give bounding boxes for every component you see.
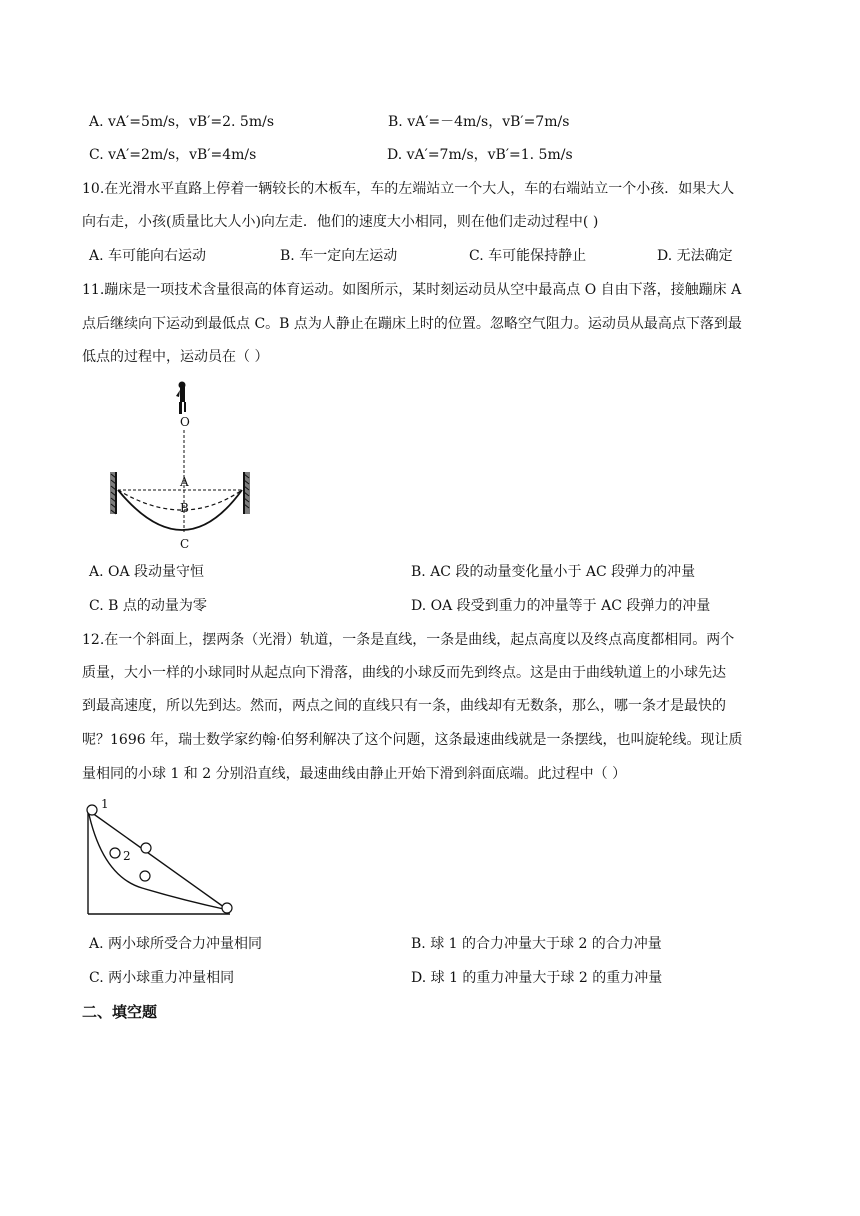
left-wall (110, 472, 116, 514)
q12-option-d: D. 球 1 的重力冲量大于球 2 的重力冲量 (411, 970, 663, 986)
q10-option-b: B. 车一定向左运动 (280, 248, 398, 264)
q9-option-c: C. vA′=2m/s，vB′=4m/s (89, 147, 257, 163)
q12-option-a: A. 两小球所受合力冲量相同 (89, 936, 263, 952)
ball-1-start (87, 805, 97, 815)
q9-option-d: D. vA′=7m/s，vB′=1. 5m/s (387, 147, 573, 163)
ball-on-straight (141, 843, 151, 853)
q11-trampoline-figure (100, 380, 260, 555)
right-wall (244, 472, 250, 514)
label-ball-2: 2 (123, 849, 131, 863)
section-heading-fill-in: 二、填空题 (82, 1003, 158, 1021)
athlete-icon (176, 382, 186, 415)
q9-option-a: A. vA′=5m/s，vB′=2. 5m/s (89, 114, 275, 130)
q12-stem-line2: 质量，大小一样的小球同时从起点向下滑落，曲线的小球反而先到终点。这是由于曲线轨道上的小球先达 (82, 665, 726, 681)
q12-incline-figure (82, 796, 242, 922)
q12-stem-line5: 量相同的小球 1 和 2 分别沿直线，最速曲线由静止开始下滑到斜面底端。此过程中（ ） (82, 766, 627, 782)
q9-option-b: B. vA′=－4m/s，vB′=7m/s (388, 114, 570, 130)
q10-stem-line2: 向右走，小孩(质量比大人小)向左走．他们的速度大小相同，则在他们走动过程中( ) (82, 214, 599, 230)
q11-stem-line1: 11.蹦床是一项技术含量很高的体育运动。如图所示，某时刻运动员从空中最高点 O 自由下落，接触蹦床 A (82, 282, 742, 298)
label-ball-1: 1 (101, 797, 109, 811)
ball-2-start (110, 848, 120, 858)
label-a: A (180, 475, 189, 489)
q12-stem-line4: 呢？1696 年，瑞士数学家约翰·伯努利解决了这个问题，这条最速曲线就是一条摆线，也叫旋轮线。现让质 (82, 732, 743, 748)
q12-option-b: B. 球 1 的合力冲量大于球 2 的合力冲量 (411, 936, 662, 952)
straight-track (88, 810, 228, 910)
q10-option-c: C. 车可能保持静止 (469, 248, 587, 264)
q10-option-d: D. 无法确定 (657, 248, 733, 264)
q11-stem-line3: 低点的过程中，运动员在（ ） (82, 349, 269, 365)
q11-stem-line2: 点后继续向下运动到最低点 C。B 点为人静止在蹦床上时的位置。忽略空气阻力。运动员从最高点下落到最 (82, 316, 742, 332)
ball-on-curve (140, 871, 150, 881)
q12-option-c: C. 两小球重力冲量相同 (89, 970, 235, 986)
q11-option-c: C. B 点的动量为零 (89, 598, 207, 614)
q10-stem-line1: 10.在光滑水平直路上停着一辆较长的木板车，车的左端站立一个大人，车的右端站立一个小孩．如果大人 (82, 181, 735, 197)
ball-end (222, 903, 232, 913)
q11-option-d: D. OA 段受到重力的冲量等于 AC 段弹力的冲量 (411, 598, 711, 614)
q12-stem-line1: 12.在一个斜面上，摆两条（光滑）轨道，一条是直线，一条是曲线，起点高度以及终点高度都相同。两个 (82, 632, 735, 648)
q12-stem-line3: 到最高速度，所以先到达。然而，两点之间的直线只有一条，曲线却有无数条，那么，哪一条才是最快的 (82, 698, 726, 714)
q10-option-a: A. 车可能向右运动 (89, 248, 207, 264)
q11-option-b: B. AC 段的动量变化量小于 AC 段弹力的冲量 (411, 564, 696, 580)
q11-option-a: A. OA 段动量守恒 (89, 564, 205, 580)
label-c: C (180, 537, 190, 551)
label-o: O (180, 415, 190, 429)
label-b: B (180, 501, 189, 515)
